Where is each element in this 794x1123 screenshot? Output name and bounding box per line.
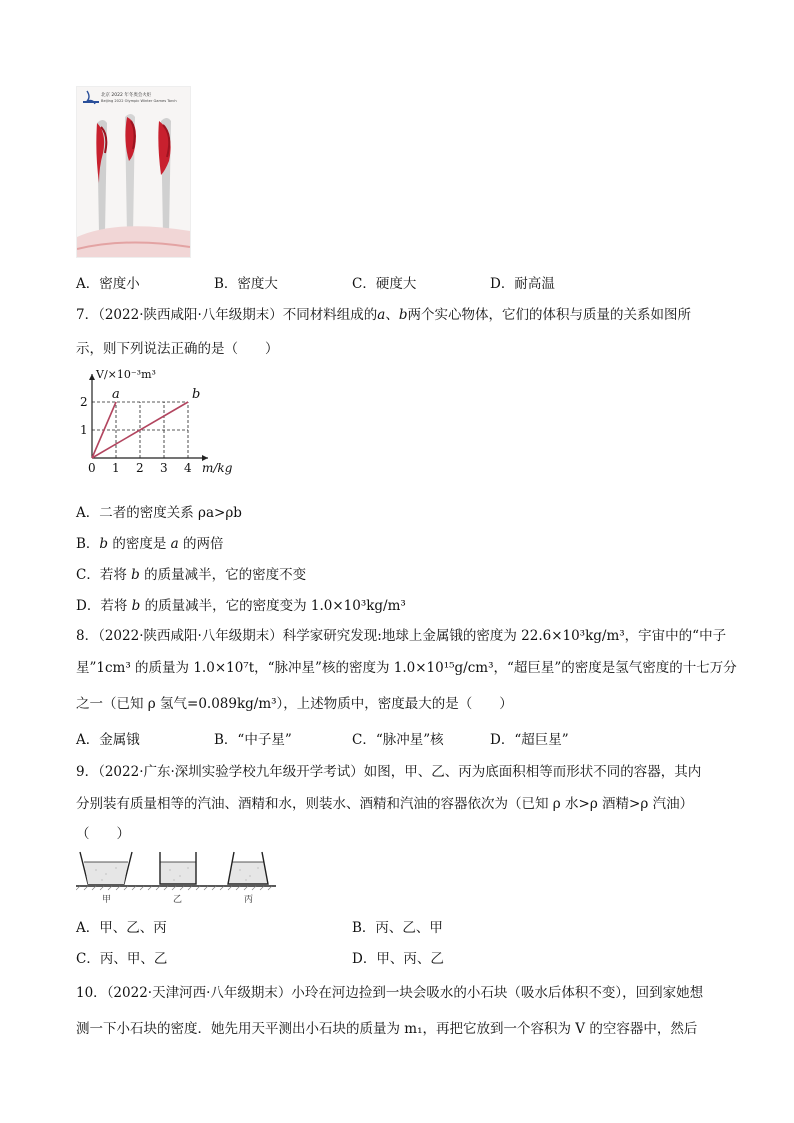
x-tick-label: 2 [136,461,144,475]
series-label-a: a [112,387,120,402]
q9-stem-line3: （ ） [76,826,130,842]
q9-option-b: B．丙、乙、甲 [352,920,443,936]
q9-containers-figure [76,850,276,908]
x-tick-label: 3 [160,461,168,475]
torch-illustration [77,87,190,257]
q8-stem-line2: 星”1cm³ 的质量为 1.0×10⁷t，“脉冲星”核的密度为 1.0×10¹⁵g/cm³，“超巨星”的密度是氢气密度的十七万分 [76,660,737,676]
q7-stem-line2: 示，则下列说法正确的是（ ） [76,341,279,357]
q6-option-d: D．耐高温 [490,276,555,292]
q10-stem-line2: 测一下小石块的密度．她先用天平测出小石块的质量为 m₁，再把它放到一个容积为 V 的空容器中，然后 [76,1021,698,1037]
x-axis-label: m/kg [202,461,233,475]
q8-option-c: C．“脉冲星”核 [352,732,444,748]
y-tick-label: 2 [80,395,88,409]
q8-stem-line1: 8．（2022·陕西咸阳·八年级期末）科学家研究发现:地球上金属锇的密度为 22.6×10³kg/m³，宇宙中的“中子 [76,628,727,644]
q7-option-a: A．二者的密度关系 ρa>ρb [76,505,242,521]
q8-number: 8． [76,628,99,644]
q9-option-c: C．丙、甲、乙 [76,951,168,967]
container-jia [80,852,132,884]
q8-option-b: B．“中子星” [214,732,292,748]
container-yi [160,852,196,884]
q8-stem-line3: 之一（已知 ρ 氢气=0.089kg/m³），上述物质中，密度最大的是（ ） [76,696,513,712]
svg-text:北京 2022 年冬奥会火炬: 北京 2022 年冬奥会火炬 [101,93,152,98]
svg-text:Beijing 2022 Olympic Winter Ga: Beijing 2022 Olympic Winter Games Torch [101,99,177,103]
x-tick-label: 4 [184,461,192,475]
q7-option-b: B．b 的密度是 a 的两倍 [76,536,224,552]
y-axis-arrow [89,374,95,380]
q7-number: 7． [76,307,99,323]
label-bing: 丙 [244,895,254,905]
q7-source: （2022·陕西咸阳·八年级期末） [98,307,283,323]
q7-option-d: D．若将 b 的质量减半，它的密度变为 1.0×10³kg/m³ [76,598,406,614]
label-yi: 乙 [173,895,183,905]
container-bing [228,852,268,884]
q6-option-a: A．密度小 [76,276,140,292]
y-axis-label: V/×10⁻³m³ [96,368,156,381]
q9-stem-line1: 9．（2022·广东·深圳实验学校九年级开学考试）如图，甲、乙、丙为底面积相等而形状不同的容器，其内 [76,764,702,780]
label-jia: 甲 [102,895,112,905]
q8-option-d: D．“超巨星” [490,732,569,748]
series-label-b: b [192,387,201,402]
q9-source: （2022·广东·深圳实验学校九年级开学考试） [98,764,364,780]
q8-source: （2022·陕西咸阳·八年级期末） [98,628,283,644]
q8-option-a: A．金属锇 [76,732,140,748]
q7-option-c: C．若将 b 的质量减半，它的密度不变 [76,567,307,583]
q10-source: （2022·天津河西·八年级期末） [106,985,292,1001]
q10-stem-line1: 10．（2022·天津河西·八年级期末）小玲在河边捡到一块会吸水的小石块（吸水后体积不变），回到家她想 [76,985,704,1001]
q10-number: 10． [76,985,107,1001]
torch-image [76,86,191,258]
x-tick-label: 1 [112,461,120,475]
q9-stem-line2: 分别装有质量相等的汽油、酒精和水，则装水、酒精和汽油的容器依次为（已知 ρ 水>ρ 酒精>ρ 汽油） [76,796,694,812]
x-tick-label: 0 [88,461,96,475]
q7-volume-mass-chart [72,368,247,480]
q9-option-a: A．甲、乙、丙 [76,920,167,936]
q9-number: 9． [76,764,99,780]
q7-stem-line1: 7．（2022·陕西咸阳·八年级期末）不同材料组成的a、b两个实心物体，它们的体积与质量的关系如图所 [76,307,692,323]
y-tick-label: 1 [80,423,88,437]
q6-option-b: B．密度大 [214,276,278,292]
q9-option-d: D．甲、丙、乙 [352,951,444,967]
q6-option-c: C．硬度大 [352,276,417,292]
